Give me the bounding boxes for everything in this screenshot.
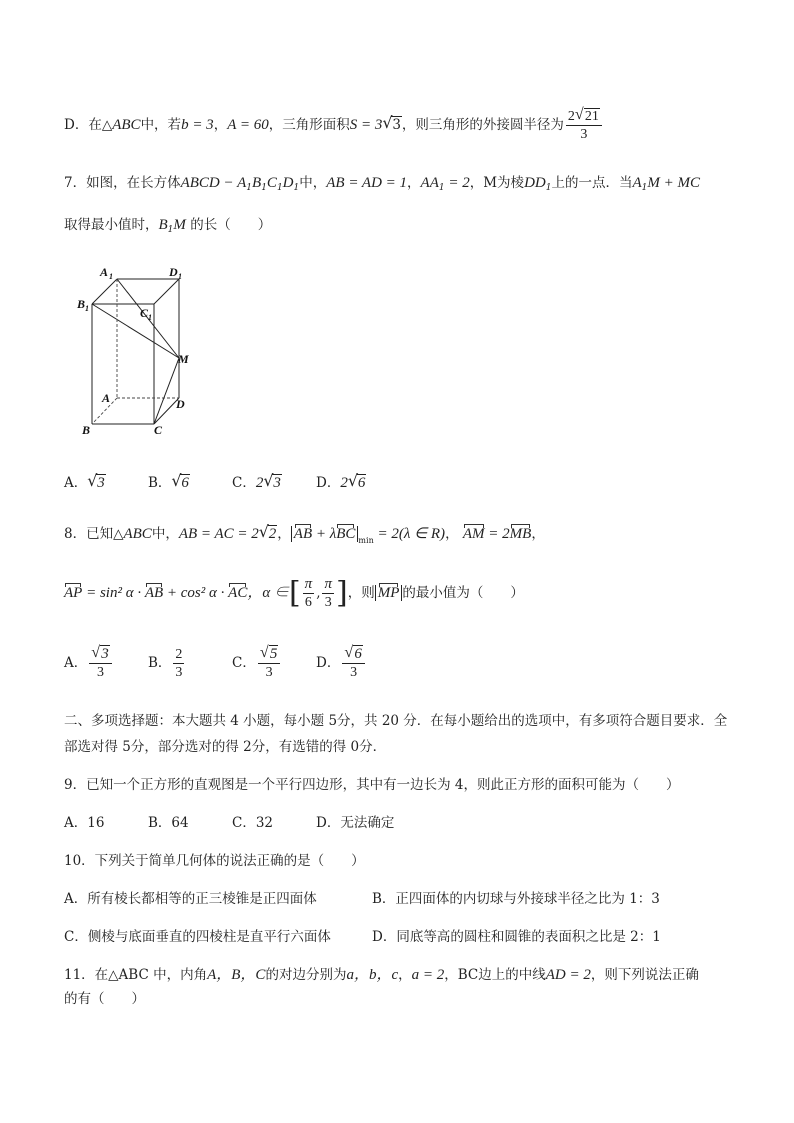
opt-rad: 3: [273, 475, 281, 491]
q7-solid: ABCD − A: [180, 175, 247, 191]
q11-text: 的对边分别为: [265, 967, 347, 983]
frac-den: 3: [580, 127, 588, 142]
q11-text: ，: [398, 967, 412, 983]
q8-rad: 2: [268, 526, 277, 542]
vec-am: AM: [462, 526, 485, 542]
opt-letter: D．: [316, 655, 341, 671]
q11-stem-line1: [64, 966, 699, 984]
q8-text: 中，: [151, 526, 179, 542]
q11-angles: A，B，C: [207, 967, 266, 983]
opt-letter: B．: [148, 655, 172, 671]
q8-options: [64, 646, 400, 681]
q8-frac-hi: [322, 576, 334, 611]
label-d1: D: [169, 265, 178, 279]
opt-coef: 2: [255, 475, 264, 491]
q11-text: 11．在△ABC 中，内角: [64, 967, 208, 983]
q6-area: S = 3: [349, 117, 383, 133]
label-b: B: [82, 423, 91, 437]
q7-cond2-val: = 2: [444, 175, 470, 191]
q6-text: ，三角形面积: [268, 117, 350, 133]
opt-rad: 6: [357, 475, 366, 491]
q10-option-c[interactable]: C．侧棱与底面垂直的四棱柱是直平行六面体: [64, 929, 331, 945]
q7-text: 中，: [299, 175, 327, 191]
q9-option-a[interactable]: A．16: [64, 815, 105, 831]
vec-mb: MB: [509, 526, 532, 542]
opt-letter: C．: [232, 475, 256, 491]
frac-rad: 21: [584, 109, 599, 124]
q10-options-row1: [64, 890, 660, 908]
q6-triangle: ABC: [112, 117, 141, 133]
label-c: C: [154, 423, 163, 437]
label-sub: 1: [178, 272, 182, 281]
q10-option-b[interactable]: B．正四面体的内切球与外接球半径之比为 1：3: [372, 891, 660, 907]
q8-plus: + λ: [312, 526, 337, 542]
opt-coef: 2: [340, 475, 348, 491]
opt-den: 3: [97, 665, 104, 680]
q8-text: 8．已知△: [64, 526, 124, 542]
q8-option-b[interactable]: [148, 646, 232, 681]
vec-ac: AC: [228, 585, 248, 601]
label-m: M: [178, 352, 189, 366]
vec-mp: MP: [377, 585, 400, 601]
q6-option-d: D．在△ABC中，若b = 3，A = 60，三角形面积S = 3 √ 3，则三角形的外接圆半径为 2 √ 21 3: [64, 108, 604, 143]
opt-rad: 6: [181, 475, 189, 491]
q9-options: [64, 814, 400, 832]
q11-median: AD = 2: [545, 967, 591, 983]
q11-cond: a = 2: [411, 967, 445, 983]
q7-text: 7．如图，在长方体: [64, 175, 181, 191]
opt-num: 2: [175, 647, 183, 662]
vec-ab: AB: [293, 526, 313, 542]
q7-cond2: AA: [420, 175, 439, 191]
q7-option-a[interactable]: A． √ 3: [64, 471, 105, 491]
q8-triangle: ABC: [123, 526, 152, 542]
q6-sqrt: √ 3: [382, 113, 401, 133]
opt-letter: D．: [316, 475, 341, 491]
q9-option-b[interactable]: B．64: [148, 815, 189, 831]
vec-ab2: AB: [144, 585, 164, 601]
q11-stem-line2: 的有（ ）: [64, 991, 145, 1007]
q8-text: ，: [277, 526, 291, 542]
q8-eq: = sin² α ·: [82, 585, 145, 601]
label-a1: A: [100, 265, 109, 279]
q6-rad: 3: [392, 117, 401, 133]
q7-seg: M: [173, 217, 186, 233]
q10-options-row2: [64, 928, 661, 946]
q10-option-d[interactable]: D．同底等高的圆柱和圆锥的表面积之比是 2：1: [372, 929, 661, 945]
q9-option-d[interactable]: D．无法确定: [316, 815, 395, 831]
q8-norm-val: = 2(λ ∈ R): [373, 526, 446, 542]
opt-letter: A．: [64, 475, 88, 491]
q8-option-d[interactable]: D． √ 6 3: [316, 646, 400, 681]
opt-letter: C．: [232, 655, 256, 671]
label-d: D: [176, 397, 185, 411]
label-sub: 1: [148, 313, 152, 322]
q6-radius-fraction: 2 √ 21 3: [566, 108, 602, 143]
q6-text: ，则三角形的外接圆半径为: [401, 117, 564, 133]
frac-den: 6: [304, 595, 312, 610]
frac-coef: 2: [567, 109, 575, 124]
q8-frac-lo: [303, 576, 315, 611]
q10-stem: 10．下列关于简单几何体的说法正确的是（ ）: [64, 853, 365, 869]
vec-bc: BC: [336, 526, 356, 542]
opt-num: 5: [269, 646, 278, 662]
q8-option-a[interactable]: A． √ 3 3: [64, 646, 148, 681]
q7-option-d[interactable]: D．2 √ 6: [316, 471, 366, 491]
q9-stem: 9．已知一个正方形的直观图是一个平行四边形，其中有一边长为 4，则此正方形的面积可能为（ ）: [64, 777, 680, 793]
frac-num: π: [324, 576, 332, 592]
q9-option-c[interactable]: C．32: [232, 815, 274, 831]
q7-text: 的长（ ）: [190, 217, 272, 233]
label-c1: C: [140, 306, 149, 320]
opt-num: 3: [101, 646, 109, 662]
opt-letter: B．: [148, 475, 172, 491]
q6-text: 中，若: [140, 117, 182, 133]
q8-norm: [291, 526, 359, 542]
frac-num: π: [304, 576, 313, 592]
q8-option-c[interactable]: C． √ 5 3: [232, 646, 316, 681]
label-a: A: [102, 391, 111, 405]
q7-expr: M + MC: [647, 175, 700, 191]
label-b1: B: [77, 297, 86, 311]
q7-option-b[interactable]: B． √ 6: [148, 471, 189, 491]
q8-stem-line1: 8．已知△ABC中，AB = AC = 2 √ 2， AB + λBC $_{min}$ = 2(λ ∈ R)， AM = 2MB，: [64, 522, 545, 545]
label-sub: 1: [109, 272, 113, 281]
section2-line1: 二、多项选择题：本大题共 4 小题，每小题 5分，共 20 分．在每小题给出的选项中，有多项符合题目要求．全: [64, 713, 728, 729]
opt-den: 3: [350, 665, 358, 680]
q8-plus2: + cos² α ·: [163, 585, 229, 601]
opt-den: 3: [265, 665, 273, 680]
q8-mp-norm: [375, 585, 403, 601]
q7-stem-line1: 7．如图，在长方体ABCD − $A_1B_1C_1D_1$中，AB = AD = 1，$AA_1 = 2$，M为棱$DD_1$上的一点．当$A_1M$ + MC: [64, 175, 700, 193]
q8-stem-line2: AP = sin² α · AB + cos² α · AC，α ∈[ $\frac{\pi}{6}$ , $\frac{\pi}{3}$ ]，则 MP 的最小值为（ ）: [64, 575, 524, 611]
q11-text: ，BC边上的中线: [444, 967, 546, 983]
q8-alpha: ，α ∈: [247, 585, 289, 601]
q11-text: ，则下列说法正确: [590, 967, 699, 983]
vec-ap: AP: [64, 585, 83, 601]
opt-letter: A．: [64, 655, 88, 671]
q10-option-a[interactable]: A．所有棱长都相等的正三棱锥是正四面体: [64, 891, 317, 907]
opt-den: 3: [175, 665, 183, 680]
q11-sides: a，b，c: [346, 967, 399, 983]
q6-text: D．在△: [64, 117, 113, 133]
section2-line2: 部选对得 5分，部分选对的得 2分，有选错的得 0分．: [64, 739, 387, 755]
opt-num: 6: [354, 646, 362, 662]
q8-text: ，则: [347, 585, 375, 601]
q7-cond1: AB = AD = 1: [326, 175, 408, 191]
q8-am-eq: = 2: [484, 526, 510, 542]
q8-min: min: [358, 536, 374, 545]
q7-edge: DD: [524, 175, 546, 191]
label-sub: 1: [85, 304, 89, 313]
q7-text: 取得最小值时，: [64, 217, 159, 233]
q7-text: ，M为棱: [469, 175, 525, 191]
q6-cond-b: b = 3: [181, 117, 214, 133]
q8-cond: AB = AC = 2: [178, 526, 259, 542]
frac-den: 3: [324, 595, 332, 610]
q7-cuboid-figure: [74, 262, 204, 442]
q7-option-c[interactable]: C．2 √ 3: [232, 471, 281, 491]
q7-options: [64, 471, 400, 492]
opt-rad: 3: [97, 475, 105, 491]
q6-cond-a: A = 60: [227, 117, 269, 133]
q7-text: 上的一点．当: [551, 175, 633, 191]
q7-stem-line2: 取得最小值时，$B_1M$ 的长（ ）: [64, 217, 272, 235]
q8-text: 的最小值为（ ）: [402, 585, 524, 601]
